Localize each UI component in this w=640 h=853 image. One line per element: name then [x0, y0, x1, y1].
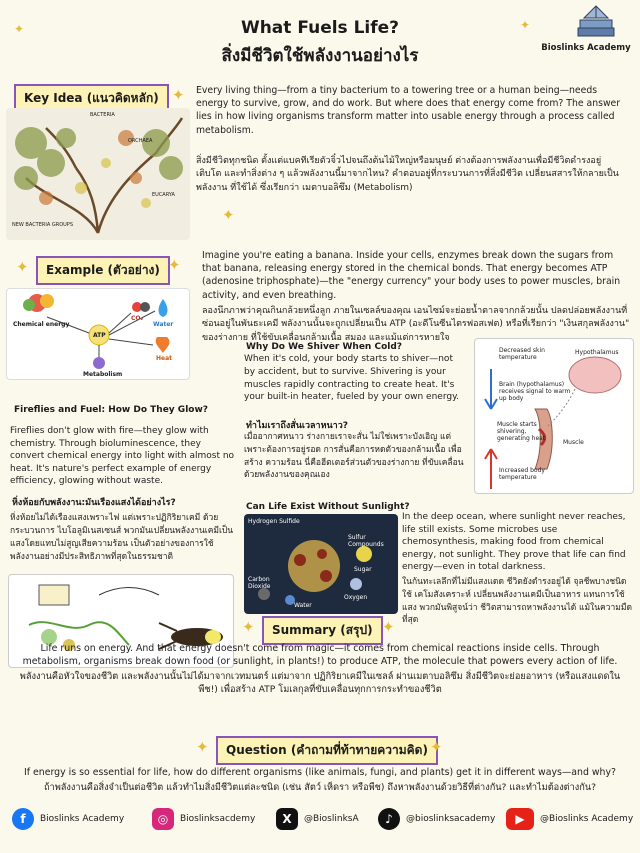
fireflies-title-thai: หิ่งห้อยกับพลังงาน:มันเรืองแสงได้อย่างไร?	[12, 498, 176, 508]
sunlight-text-en: In the deep ocean, where sunlight never reaches, life still exists. Some microbes use chemosynthesis, making food from chemical energy, not sunlight. They prove that life can find energy—even in total darkness.	[402, 512, 626, 573]
example-tag: Example (ตัวอย่าง)	[36, 256, 170, 285]
diagram-label: ATP	[93, 332, 106, 339]
diagram-label: CO₂	[131, 315, 144, 322]
example-text-en: Imagine you're eating a banana. Inside your cells, enzymes break down the sugars from that banana, releasing energy stored in the chemical bonds. That energy becomes ATP (adenosine triphosphate)—the "energy currency" your body uses to power muscles, brain activity, and even breathing.	[202, 250, 621, 301]
sparkle-icon: ✦	[382, 618, 395, 636]
chemosynthesis-diagram	[244, 514, 398, 614]
tiktok-icon: ♪	[378, 808, 400, 830]
diagram-label: Hydrogen Sulfide	[248, 518, 300, 525]
sparkle-icon: ✦	[520, 18, 531, 32]
sparkle-icon: ✦	[172, 86, 185, 104]
example-text-th: ลองนึกภาพว่าคุณกินกล้วยหนึ่งลูก ภายในเซลล์ของคุณ เอนไซม์จะย่อยน้ำตาลจากกล้วยนั้น ปลดปล่อยพลังงานที่ซ่อนอยู่ในพันธะเคมี พลังงานนั้นจะถูกเปลี่ยนเป็น ATP (อะดีโนซีนไตรฟอสเฟต) หรือที่เรียกว่า "เงินสกุลพลังงาน" ของร่างกาย ที่ใช้ขับเคลื่อนกล้ามเนื้อ สมอง และแม้แต่การหายใจ	[202, 306, 630, 343]
instagram-icon: ◎	[152, 808, 174, 830]
fireflies-text-th: หิ่งห้อยไม่ได้เรืองแสงเพราะไฟ แต่เพราะปฏิกิริยาเคมี ด้วยกระบวนการ ไบโอลูมิเนสเซนส์ พวกมันเปลี่ยนพลังงานเคมีเป็นแสงโดยแทบไม่สูญเสียความร้อน เป็นตัวอย่างของการใช้พลังงานอย่างมีประสิทธิภาพที่สุดในธรรมชาติ	[10, 513, 234, 562]
x-icon: X	[276, 808, 298, 830]
facebook-icon: f	[12, 808, 34, 830]
footer-tiktok[interactable]	[378, 808, 495, 830]
diagram-label: Oxygen	[344, 594, 368, 601]
fireflies-text-en: Fireflies don't glow with fire—they glow with chemistry. Through bioluminescence, they convert chemical energy into light with almost no heat. It's nature's perfect example of energy efficiency, glowing without waste.	[10, 426, 235, 487]
diagram-label: Increased body temperature	[499, 467, 545, 481]
diagram-label: Sulfur Compounds	[348, 534, 384, 548]
sparkle-icon: ✦	[168, 256, 181, 274]
sunlight-text-th: ในก้นทะเลลึกที่ไม่มีแสงแดด ชีวิตยังดำรงอยู่ได้ จุลชีพบางชนิดใช้ เคโมสังเคราะห์ เปลี่ยนพลังงานเคมีเป็นอาหาร แทนการใช้แสง พวกมันพิสูจน์ว่า ชีวิตสามารถหาพลังงานได้ แม้ในความมืดที่สุด	[402, 577, 632, 626]
page-title: What Fuels Life?	[240, 18, 400, 38]
sunlight-title: Can Life Exist Without Sunlight?	[246, 502, 410, 512]
fireflies-title: Fireflies and Fuel: How Do They Glow?	[14, 405, 209, 415]
diagram-label: Water	[153, 321, 174, 328]
x-handle: @BioslinksA	[304, 814, 359, 824]
shiver-title: Why Do We Shiver When Cold?	[246, 342, 402, 352]
question-text-th: ถ้าพลังงานคือสิ่งจำเป็นต่อชีวิต แล้วทำไมสิ่งมีชีวิตแต่ละชนิด (เช่น สัตว์ เห็ดรา หรือพืช) ถึงหาพลังงานด้วยวิธีที่ต่างกัน? และทำไมต้องต่างกัน?	[43, 782, 597, 793]
key-idea-text-th: สิ่งมีชีวิตทุกชนิด ตั้งแต่แบคทีเรียตัวจิ๋วไปจนถึงต้นไม้ใหญ่หรือมนุษย์ ต่างต้องการพลังงานเพื่อมีชีวิตดำรงอยู่ เติบโต และทำสิ่งต่าง ๆ แล้วพลังงานนี้มาจากไหน? คำตอบอยู่ที่กระบวนการที่สิ่งมีชีวิต เปลี่ยนสสารให้กลายเป็นพลังงาน ที่ใช้ได้ ซึ่งเรียกว่า เมตาบอลิซึม (Metabolism)	[196, 156, 619, 193]
diagram-label: Muscle	[563, 439, 584, 446]
youtube-handle: @Bioslinks Academy	[540, 814, 634, 824]
footer-facebook[interactable]	[12, 808, 124, 830]
books-logo-icon	[574, 2, 618, 42]
youtube-icon: ▶	[506, 808, 534, 830]
shivering-hypothalamus-diagram	[474, 338, 634, 494]
sparkle-icon: ✦	[242, 618, 255, 636]
sparkle-icon: ✦	[16, 258, 29, 276]
tree-of-life-illustration	[6, 108, 190, 240]
tree-label: NEW BACTERIA GROUPS	[12, 222, 73, 228]
question-tag: Question (คำถามที่ท้าทายความคิด)	[216, 736, 438, 765]
tree-label: EUCARYA	[152, 192, 175, 198]
footer-x[interactable]	[276, 808, 359, 830]
instagram-handle: Bioslinksacdemy	[180, 814, 256, 824]
diagram-label: Chemical energy	[13, 321, 70, 328]
footer-instagram[interactable]	[152, 808, 255, 830]
sparkle-icon: ✦	[196, 738, 209, 756]
diagram-label: Brain (hypothalamus) receives signal to warm up body	[499, 381, 571, 402]
summary-text-th: พลังงานคือหัวใจของชีวิต และพลังงานนั้นไม่ได้มาจากเวทมนตร์ แต่มาจาก ปฏิกิริยาเคมีในเซลล์ ผ่านเมตาบอลิซึม สิ่งมีชีวิตจะย่อยอาหาร (หรือแสงแดดในพืช!) เพื่อสร้าง ATP โมเลกุลที่ขับเคลื่อนทุกการกระทำของชีวิต	[19, 671, 621, 696]
key-idea-text-en: Every living thing—from a tiny bacterium to a towering tree or a human being—needs energy to survive, grow, and do work. But where does that energy come from? The answer lies in how living organisms transform matter into usable energy through a process called metabolism.	[196, 85, 621, 136]
sparkle-icon: ✦	[14, 22, 25, 36]
tree-label: ORCHAEA	[128, 138, 153, 144]
tiktok-handle: @bioslinksacademy	[406, 814, 496, 824]
diagram-label: Muscle starts shivering, generating heat	[497, 421, 546, 442]
sparkle-icon: ✦	[222, 206, 235, 224]
summary-text-en: Life runs on energy. And that energy doesn't come from magic—it comes from chemical reactions inside cells. Through metabolism, organisms break down food (or sunlight, in plants!) to produce ATP, the molecule that powers every action of life.	[22, 643, 618, 668]
page-title-thai: สิ่งมีชีวิตใช้พลังงานอย่างไร	[221, 46, 419, 66]
diagram-label: Carbon Dioxide	[248, 576, 271, 590]
diagram-label: Heat	[156, 355, 173, 362]
shiver-text-th: เมื่ออากาศหนาว ร่างกายเราจะสั่น ไม่ใช่เพราะบังเอิญ แต่เพราะต้องการอยู่รอด การสั่นคือการหดตัวของกล้ามเนื้อ เพื่อสร้าง ความร้อน นี่คือฮีตเตอร์ส่วนตัวของร่างกาย ที่ขับเคลื่อนด้วยพลังงานของคุณเอง	[244, 432, 464, 481]
shiver-text-en: When it's cold, your body starts to shiver—not by accident, but to survive. Shivering is your muscles rapidly contracting to create heat. It's your built-in heater, fueled by your own energy.	[244, 354, 459, 403]
atp-metabolism-diagram	[6, 288, 190, 380]
key-idea-tag: Key Idea (แนวคิดหลัก)	[14, 84, 169, 113]
shiver-title-thai: ทำไมเราถึงสั่นเวลาหนาว?	[246, 421, 349, 431]
footer-youtube[interactable]	[506, 808, 633, 830]
sparkle-icon: ✦	[430, 738, 443, 756]
facebook-handle: Bioslinks Academy	[40, 814, 125, 824]
summary-tag: Summary (สรุป)	[262, 616, 383, 645]
diagram-label: Hypothalamus	[575, 349, 619, 356]
diagram-label: Decreased skin temperature	[499, 347, 545, 361]
diagram-label: Water	[294, 602, 312, 609]
tree-label: BACTERIA	[90, 112, 115, 118]
diagram-label: Metabolism	[83, 371, 123, 378]
brand-name: Bioslinks Academy	[541, 43, 631, 53]
question-text-en: If energy is so essential for life, how do different organisms (like animals, fungi, and plants) get it in different ways—and why?	[23, 767, 617, 778]
diagram-label: Sugar	[354, 566, 372, 573]
